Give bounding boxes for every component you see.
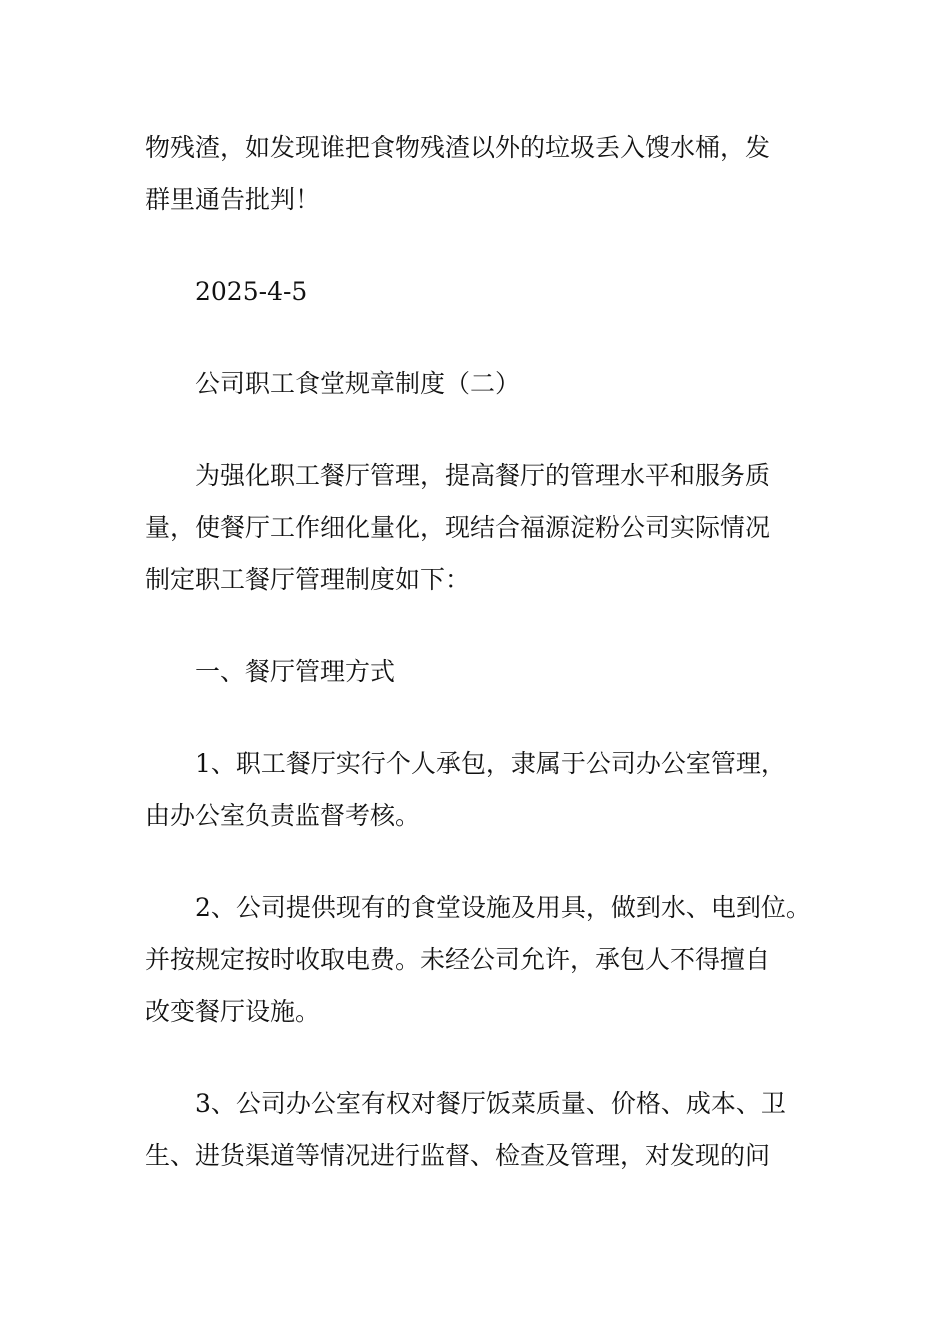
text-line: 公司职工食堂规章制度（二）	[195, 369, 521, 398]
text-line: 为强化职工餐厅管理，提高餐厅的管理水平和服务质	[195, 461, 771, 490]
text-line: 并按规定按时收取电费。未经公司允许，承包人不得擅自	[145, 945, 771, 974]
text-line: 量，使餐厅工作细化量化，现结合福源淀粉公司实际情况	[145, 513, 771, 542]
text-line: 物残渣，如发现谁把食物残渣以外的垃圾丢入馊水桶，发	[145, 133, 771, 162]
text-line: 生、进货渠道等情况进行监督、检查及管理，对发现的问	[145, 1141, 771, 1170]
text-line: 制定职工餐厅管理制度如下：	[145, 565, 471, 594]
text-line: 1、职工餐厅实行个人承包，隶属于公司办公室管理，	[195, 749, 786, 778]
paragraph-item-2	[145, 882, 810, 1038]
section-title	[145, 358, 810, 410]
text-line: 一、餐厅管理方式	[195, 657, 396, 686]
paragraph-intro	[145, 450, 810, 606]
text-line: 2025-4-5	[195, 277, 308, 306]
paragraph-continuation	[145, 122, 810, 226]
text-line: 3、公司办公室有权对餐厅饭菜质量、价格、成本、卫	[195, 1089, 786, 1118]
paragraph-item-3	[145, 1078, 810, 1182]
text-line: 改变餐厅设施。	[145, 997, 321, 1026]
paragraph-item-1	[145, 738, 810, 842]
heading-management-method	[145, 646, 810, 698]
date-line	[145, 266, 810, 318]
text-line: 由办公室负责监督考核。	[145, 801, 421, 830]
text-line: 群里通告批判！	[145, 185, 321, 214]
document-page	[145, 122, 810, 1222]
text-line: 2、公司提供现有的食堂设施及用具，做到水、电到位。	[195, 893, 811, 922]
